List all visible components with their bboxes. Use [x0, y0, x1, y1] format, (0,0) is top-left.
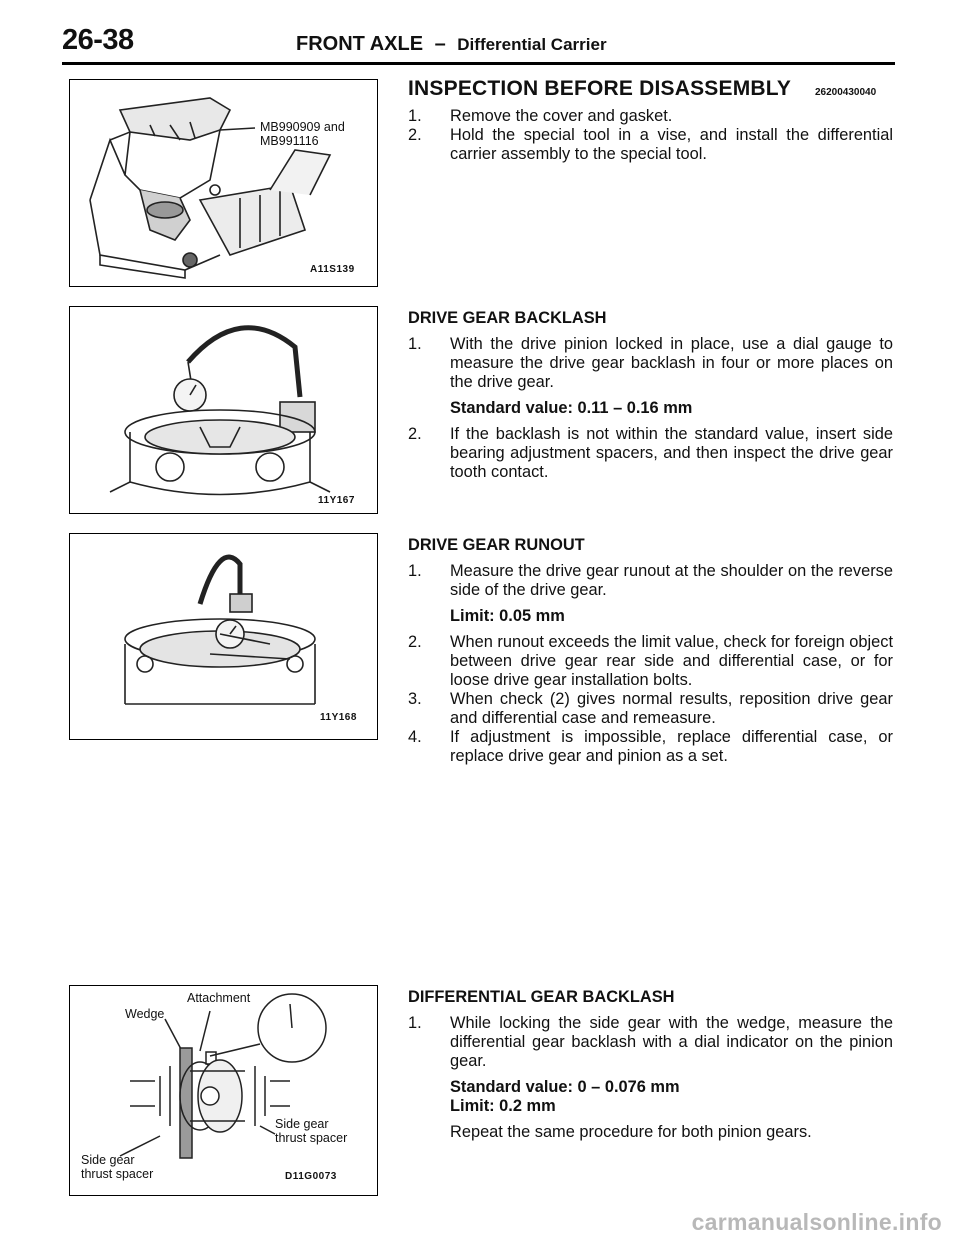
section1-body [408, 107, 893, 164]
section3-body [408, 536, 893, 766]
section2-body [408, 309, 893, 482]
standard-value: Standard value: 0 – 0.076 mm [450, 1078, 680, 1096]
label-side-gear-right: Side gear thrust spacer [275, 1117, 348, 1145]
header-separator: – [434, 33, 446, 55]
watermark: carmanualsonline.info [691, 1209, 942, 1235]
step: 1. With the drive pinion locked in place, use a dial gauge to measure the drive gear backlash in four or more places on the drive gear. [408, 335, 893, 391]
step: 1. Measure the drive gear runout at the shoulder on the reverse side of the drive gear. [408, 562, 893, 599]
dial-gauge-runout-illustration [70, 534, 376, 738]
figure-code: 11Y168 [320, 712, 357, 723]
label-wedge: Wedge [125, 1007, 165, 1021]
section4-body [408, 988, 893, 1142]
header-rule [62, 62, 895, 65]
label-side-gear-left: Side gear thrust spacer [81, 1153, 154, 1181]
figure-code: A11S139 [310, 264, 355, 275]
label-attachment: Attachment [187, 991, 251, 1005]
figure-drive-gear-runout [69, 533, 378, 740]
dial-gauge-backlash-illustration [70, 307, 376, 512]
section-code: 26200430040 [815, 87, 877, 98]
step: 3. When check (2) gives normal results, reposition drive gear and differential case and remeasure. [408, 690, 893, 727]
standard-value: Standard value: 0.11 – 0.16 mm [450, 399, 693, 417]
section-title-drive-gear-backlash: DRIVE GEAR BACKLASH [408, 309, 607, 327]
figure-drive-gear-backlash [69, 306, 378, 514]
figure-special-tool [69, 79, 378, 287]
step: 2. Hold the special tool in a vise, and install the differential carrier assembly to the special tool. [408, 126, 893, 163]
step: 1. While locking the side gear with the wedge, measure the differential gear backlash with a dial indicator on the pinion gear. [408, 1014, 893, 1070]
step: 4. If adjustment is impossible, replace differential case, or replace drive gear and pinion as a set. [408, 728, 893, 765]
header-subtitle: Differential Carrier [457, 35, 607, 54]
limit-value: Limit: 0.05 mm [450, 607, 565, 625]
page-number: 26-38 [62, 24, 134, 56]
limit-value: Limit: 0.2 mm [450, 1097, 556, 1115]
tool-label: MB990909 and MB991116 [260, 120, 345, 148]
header-title [296, 33, 607, 56]
section-title-drive-gear-runout: DRIVE GEAR RUNOUT [408, 536, 585, 554]
carrier-on-tool-illustration [70, 80, 376, 285]
figure-code: 11Y167 [318, 495, 355, 506]
figure-differential-gear-backlash [69, 985, 378, 1196]
step: 2. When runout exceeds the limit value, check for foreign object between drive gear rear side and differential case, or for loose drive gear installation bolts. [408, 633, 893, 689]
header-main-title: FRONT AXLE [296, 33, 424, 55]
figure-code: D11G0073 [285, 1171, 337, 1182]
step: 2. If the backlash is not within the standard value, insert side bearing adjustment spacers, and then inspect the drive gear tooth contact. [408, 425, 893, 481]
section-title-differential-gear-backlash: DIFFERENTIAL GEAR BACKLASH [408, 988, 675, 1006]
note: Repeat the same procedure for both pinion gears. [450, 1123, 812, 1141]
section-title-inspection: INSPECTION BEFORE DISASSEMBLY [408, 77, 792, 100]
step: 1. Remove the cover and gasket. [408, 107, 673, 125]
page-header [0, 0, 960, 62]
